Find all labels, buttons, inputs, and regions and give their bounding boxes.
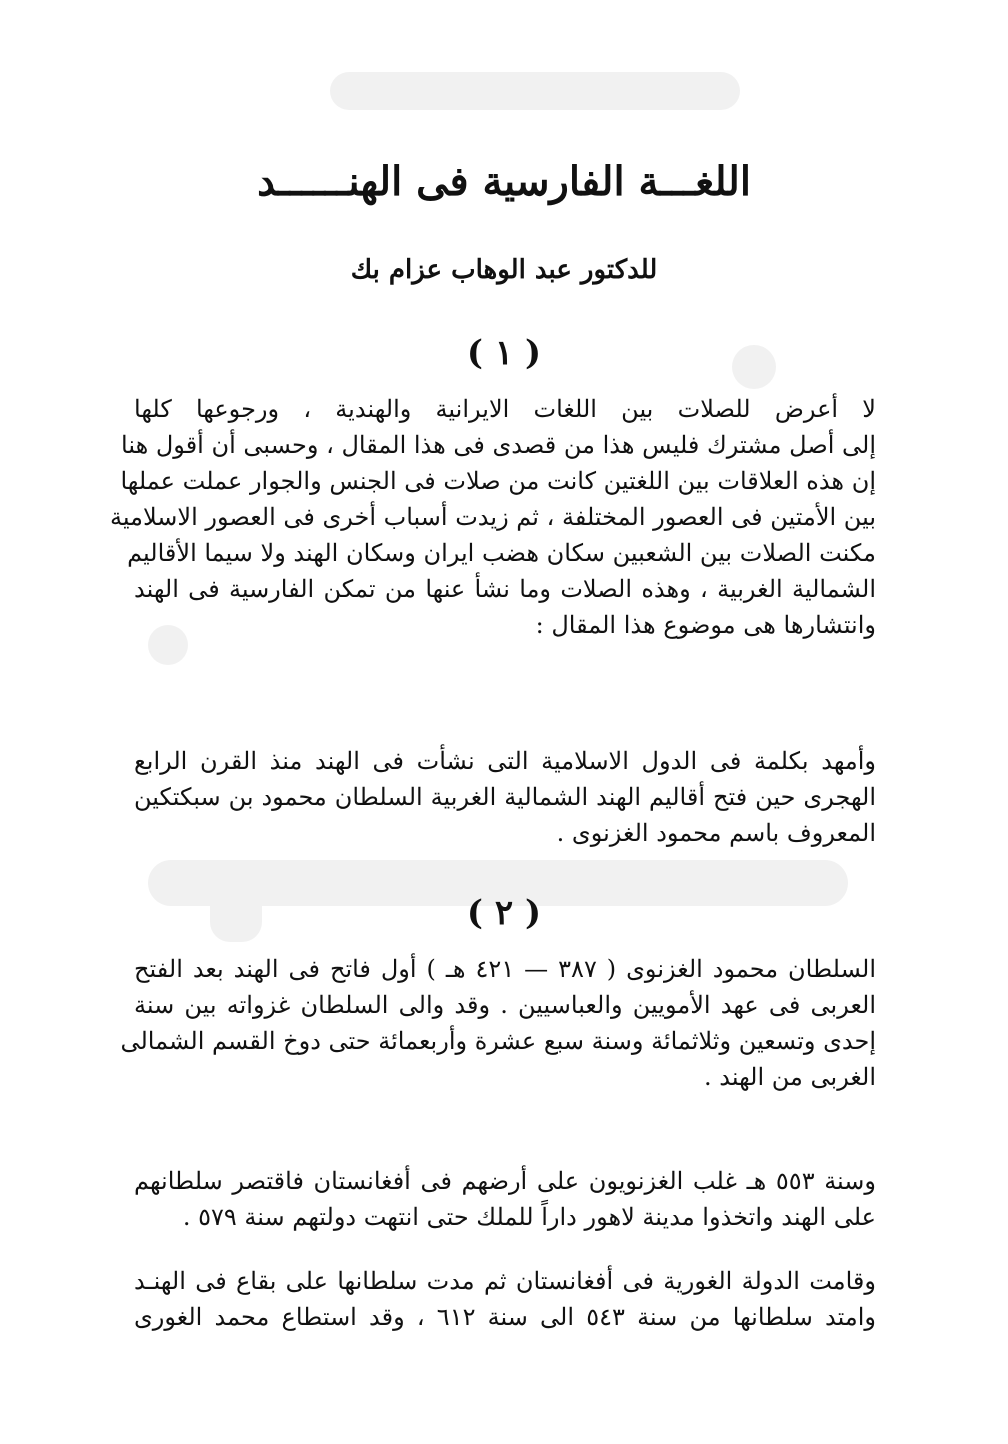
paragraph [120,951,877,1095]
paragraph [134,1163,876,1235]
text-line: السلطان محمود الغزنوى ( ٣٨٧ — ٤٢١ هـ ) أول فاتح فى الهند بعد الفتح [134,955,877,983]
text-line: وامتد سلطانها من سنة ٥٤٣ الى سنة ٦١٢ ، وقد استطاع محمد الغورى [134,1303,877,1331]
text-line: إن هذه العلاقات بين اللغتين كانت من صلات فى الجنس والجوار عملت عملها [120,467,876,495]
text-line: وقامت الدولة الغورية فى أفغانستان ثم مدت سلطانها على بقاع فى الهنـد [134,1267,876,1295]
article-author: للدكتور عبد الوهاب عزام بك [350,255,658,285]
text-line: لا أعرض للصلات بين اللغات الايرانية والهندية ، ورجوعها كلها [134,395,876,423]
text-line: على الهند واتخذوا مدينة لاهور داراً للملك حتى انتهت دولتهم سنة ٥٧٩ . [182,1203,876,1231]
text-line: وانتشارها هى موضوع هذا المقال : [535,611,876,639]
text-line: مكنت الصلات بين الشعبين سكان هضب ايران وسكان الهند ولا سيما الأقاليم [127,539,876,567]
text-line: العربى فى عهد الأمويين والعباسيين . وقد والى السلطان غزواته بين سنة [134,991,876,1019]
text-line: المعروف باسم محمود الغزنوى . [556,819,876,847]
text-line: وأمهد بكلمة فى الدول الاسلامية التى نشأت فى الهند منذ القرن الرابع [134,747,876,775]
paragraph [134,1263,876,1335]
text-line: الهجرى حين فتح أقاليم الهند الشمالية الغربية السلطان محمود بن سبكتكين [134,783,876,811]
text-line: وسنة ٥٥٣ هـ غلب الغزنويون على أرضهم فى أفغانستان فاقتصر سلطانهم [134,1167,876,1195]
section-number: ( ١ ) [466,333,542,373]
paragraph [110,391,876,643]
text-line: إلى أصل مشترك فليس هذا من قصدى فى هذا المقال ، وحسبى أن أقول هنا [121,431,876,459]
text-line: الغربى من الهند . [703,1063,876,1091]
text-line: إحدى وتسعين وثلاثمائة وسنة سبع عشرة وأربعمائة حتى دوخ القسم الشمالى [120,1027,876,1055]
paragraph [134,743,876,851]
article-title: اللغـــة الفارسية فى الهنــــــد [257,158,751,205]
text-line: بين الأمتين فى العصور المختلفة ، ثم زيدت أسباب أخرى فى العصور الاسلامية [110,503,876,531]
text-line: الشمالية الغربية ، وهذه الصلات وما نشأ عنها من تمكن الفارسية فى الهند [134,575,876,603]
section-number: ( ٢ ) [466,893,542,933]
